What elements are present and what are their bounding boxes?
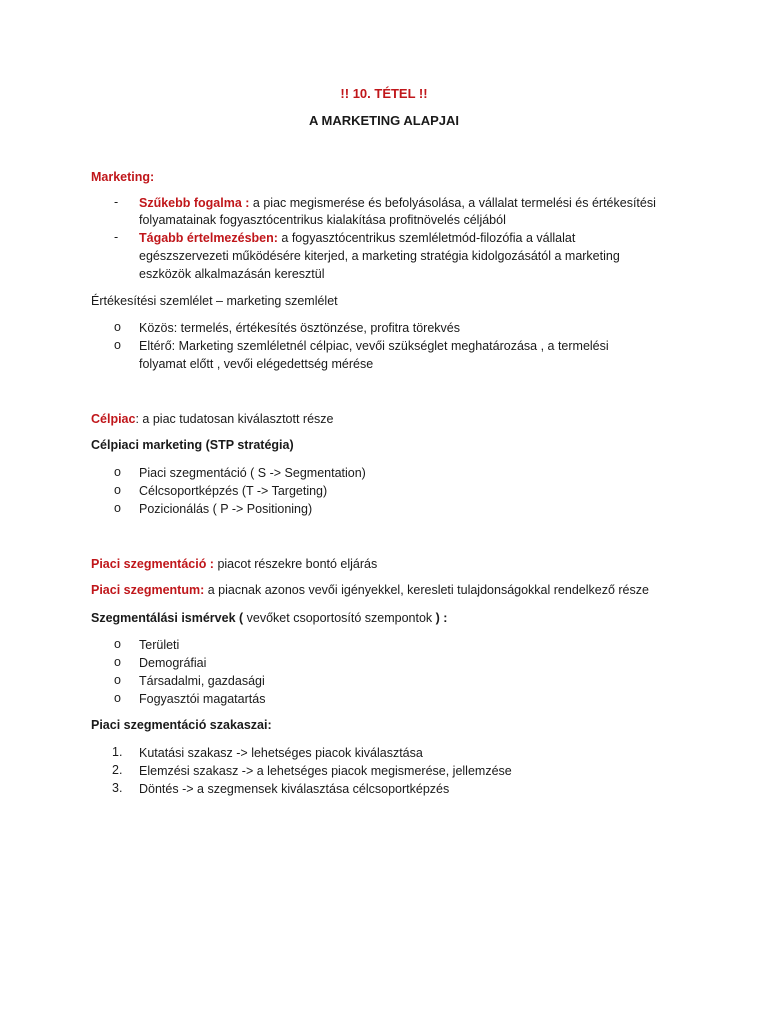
circle-bullet: o xyxy=(114,483,121,497)
criteria-item: Társadalmi, gazdasági xyxy=(139,674,265,688)
narrow-text-line2: folyamatainak fogyasztócentrikus kialakítása profitnövelés céljából xyxy=(139,213,506,227)
stage-number: 3. xyxy=(112,781,123,795)
segmentation-label: Piaci szegmentáció : xyxy=(91,557,214,571)
circle-bullet: o xyxy=(114,320,121,334)
segment-text: a piacnak azonos vevői igényekkel, keresleti tulajdonságokkal rendelkező része xyxy=(204,583,649,597)
stage-number: 1. xyxy=(112,745,123,759)
topic-number: !! 10. TÉTEL !! xyxy=(340,86,428,101)
circle-bullet: o xyxy=(114,655,121,669)
stage-number: 2. xyxy=(112,763,123,777)
dash-bullet: - xyxy=(114,230,119,244)
criteria-item: Területi xyxy=(139,638,180,652)
circle-bullet: o xyxy=(114,673,121,687)
marketing-label: Marketing: xyxy=(91,170,155,184)
criteria-item: Fogyasztói magatartás xyxy=(139,692,266,706)
broad-text-line3: eszközök alkalmazásán keresztül xyxy=(139,267,325,281)
segment-definition xyxy=(91,582,649,599)
segmentation-definition xyxy=(91,556,377,573)
different-item-line2: folyamat előtt , vevői elégedettség mérése xyxy=(139,357,374,371)
circle-bullet: o xyxy=(114,338,121,352)
narrow-text: a piac megismerése és befolyásolása, a vállalat termelési és értékesítési xyxy=(249,196,656,210)
stp-item: Célcsoportképzés (T -> Targeting) xyxy=(139,484,328,498)
broad-label: Tágabb értelmezésben: xyxy=(139,231,278,245)
target-text: : a piac tudatosan kiválasztott része xyxy=(135,412,334,426)
criteria-close: ) : xyxy=(435,611,448,625)
stage-item: Elemzési szakasz -> a lehetséges piacok megismerése, jellemzése xyxy=(139,764,512,778)
broad-definition xyxy=(139,230,575,247)
narrow-label: Szűkebb fogalma : xyxy=(139,196,250,210)
stp-title: Célpiaci marketing (STP stratégia) xyxy=(91,438,294,452)
circle-bullet: o xyxy=(114,691,121,705)
stp-item: Pozicionálás ( P -> Positioning) xyxy=(139,502,313,516)
broad-text: a fogyasztócentrikus szemléletmód-filozófia a vállalat xyxy=(277,231,576,245)
dash-bullet: - xyxy=(114,195,119,209)
criteria-note: vevőket csoportosító szempontok xyxy=(243,611,436,625)
stp-item: Piaci szegmentáció ( S -> Segmentation) xyxy=(139,466,366,480)
circle-bullet: o xyxy=(114,465,121,479)
stage-item: Döntés -> a szegmensek kiválasztása célcsoportképzés xyxy=(139,782,450,796)
circle-bullet: o xyxy=(114,501,121,515)
target-definition xyxy=(91,411,334,428)
stages-title: Piaci szegmentáció szakaszai: xyxy=(91,718,272,732)
broad-text-line2: egészszervezeti működésére kiterjed, a marketing stratégia kidolgozásától a marketing xyxy=(139,249,620,263)
target-label: Célpiac xyxy=(91,412,136,426)
narrow-definition xyxy=(139,195,656,212)
circle-bullet: o xyxy=(114,637,121,651)
stage-item: Kutatási szakasz -> lehetséges piacok kiválasztása xyxy=(139,746,423,760)
topic-title: A MARKETING ALAPJAI xyxy=(309,113,459,128)
segment-label: Piaci szegmentum: xyxy=(91,583,205,597)
approaches-title: Értékesítési szemlélet – marketing szemlélet xyxy=(91,294,338,308)
segmentation-text: piacot részekre bontó eljárás xyxy=(213,557,378,571)
criteria-item: Demográfiai xyxy=(139,656,207,670)
criteria-title xyxy=(91,610,447,627)
common-item: Közös: termelés, értékesítés ösztönzése, profitra törekvés xyxy=(139,321,460,335)
criteria-title-text: Szegmentálási ismérvek ( xyxy=(91,611,244,625)
different-item: Eltérő: Marketing szemléletnél célpiac, vevői szükséglet meghatározása , a termelési xyxy=(139,339,609,353)
